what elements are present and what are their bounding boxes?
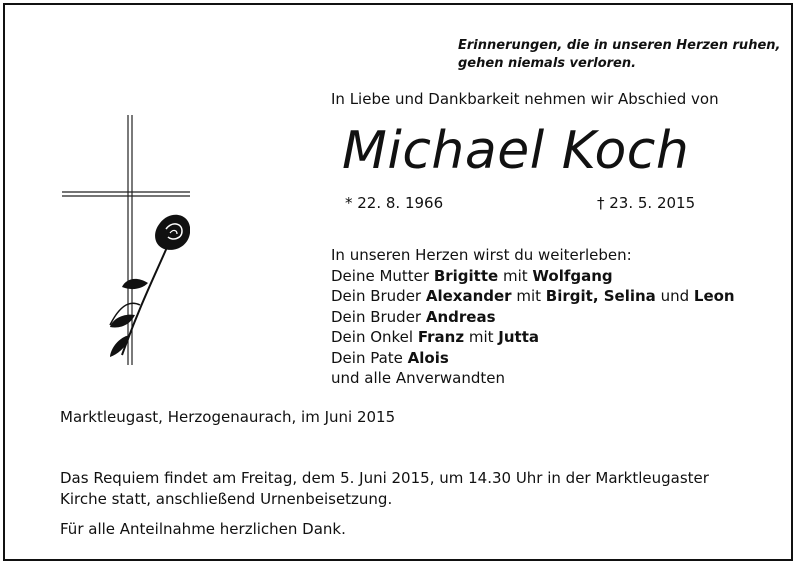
mourner-name: Andreas	[425, 307, 496, 326]
mourner-relation: Dein Onkel	[331, 328, 418, 346]
deceased-name: Michael Koch	[342, 121, 690, 181]
mourner-relation: Dein Bruder	[331, 287, 426, 305]
mourner-name: Brigitte	[433, 266, 499, 285]
mourner-connector: und	[655, 287, 694, 305]
intro-text: In Liebe und Dankbarkeit nehmen wir Abschied von	[331, 90, 719, 108]
mourner-line	[331, 327, 735, 348]
mourner-name: Jutta	[498, 328, 540, 346]
service-line-1: Das Requiem findet am Freitag, dem 5. Juni 2015, um 14.30 Uhr in der Marktleugaster	[60, 469, 709, 487]
place-date: Marktleugast, Herzogenaurach, im Juni 2015	[60, 408, 396, 426]
mourner-line	[331, 286, 735, 307]
mourners-closing: und alle Anverwandten	[331, 369, 505, 387]
cross-with-rose-icon	[60, 105, 190, 375]
mourner-connector: mit	[464, 328, 499, 346]
mourners-heading: In unseren Herzen wirst du weiterleben:	[331, 246, 632, 264]
birth-date: * 22. 8. 1966	[345, 194, 444, 212]
mourner-connector: mit	[511, 287, 546, 305]
mourner-line	[331, 348, 735, 369]
thanks-text: Für alle Anteilnahme herzlichen Dank.	[60, 520, 346, 538]
mourners-list	[331, 245, 735, 389]
motto	[458, 37, 780, 73]
mourner-relation: Dein Pate	[331, 348, 408, 367]
mourner-name: Alexander	[425, 287, 512, 305]
service-line-2: Kirche statt, anschließend Urnenbeisetzung.	[60, 489, 393, 508]
mourner-line	[331, 307, 735, 328]
mourner-name: Wolfgang	[532, 266, 613, 285]
death-date: † 23. 5. 2015	[597, 194, 696, 212]
motto-line-1: Erinnerungen, die in unseren Herzen ruhen,	[458, 38, 781, 53]
service-info	[60, 468, 760, 509]
mourner-relation: Dein Bruder	[331, 307, 426, 326]
mourner-connector: mit	[498, 266, 533, 285]
obituary-notice	[3, 3, 793, 561]
motto-line-2: gehen niemals verloren.	[458, 56, 637, 71]
mourner-name: Franz	[417, 328, 465, 346]
mourner-line	[331, 266, 735, 287]
mourner-name: Leon	[693, 287, 735, 305]
mourner-name: Birgit, Selina	[545, 287, 656, 305]
mourner-name: Alois	[407, 348, 449, 367]
mourner-relation: Deine Mutter	[331, 266, 434, 285]
